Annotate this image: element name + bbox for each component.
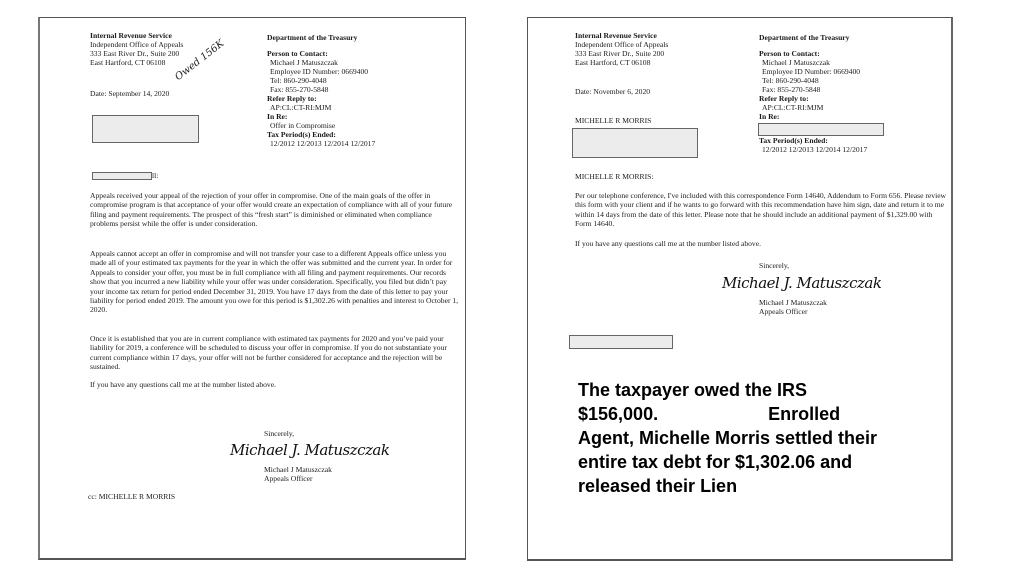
salutation: MICHELLE R MORRIS: [575, 172, 654, 181]
body-paragraph-4: If you have any questions call me at the number listed above. [90, 380, 276, 389]
sender-agency: Internal Revenue Service [575, 31, 657, 40]
contact-name: Michael J Matuszczak [762, 58, 830, 67]
caption-line: Agent, Michelle Morris settled their [578, 428, 878, 448]
in-re-label: In Re: [759, 112, 780, 121]
caption-line: released their Lien [578, 476, 738, 496]
sender-agency: Internal Revenue Service [90, 31, 172, 40]
body-paragraph-2: If you have any questions call me at the number listed above. [575, 239, 761, 248]
caption-line: $156,000. Enrolled [578, 404, 841, 424]
sender-office: Independent Office of Appeals [575, 40, 669, 49]
summary-caption [578, 378, 923, 498]
sender-street: 333 East River Dr., Suite 200 [90, 49, 180, 58]
letter-date: Date: September 14, 2020 [90, 89, 170, 98]
tax-periods-value: 12/2012 12/2013 12/2014 12/2017 [762, 145, 868, 154]
contact-employee-id: Employee ID Number: 0669400 [762, 67, 861, 76]
signer-name: Michael J Matuszczak [759, 298, 827, 307]
body-paragraph-1: Per our telephone conference, I've included with this correspondence Form 14640, Addendum to Form 656. Please review this form with your client and if he wants to go forward with this recommendation have him sign, date and return it to me within 14 days from the date of this letter. Please note that he should include an additional payment of $1,329.00 with Form 14640. [575, 191, 947, 229]
redacted-in-re [758, 123, 884, 136]
signature: Michael J. Matuszczak [230, 441, 390, 459]
contact-employee-id: Employee ID Number: 0669400 [270, 67, 369, 76]
signer-name: Michael J Matuszczak [264, 465, 332, 474]
tax-periods-label: Tax Period(s) Ended: [759, 136, 828, 145]
contact-fax: Fax: 855-270-5848 [762, 85, 821, 94]
contact-fax: Fax: 855-270-5848 [270, 85, 329, 94]
in-re-label: In Re: [267, 112, 288, 121]
redacted-salutation [92, 172, 152, 180]
signer-title: Appeals Officer [759, 307, 808, 316]
sender-street: 333 East River Dr., Suite 200 [575, 49, 665, 58]
refer-reply-value: AP:CL:CT-RI:MJM [270, 103, 332, 112]
signer-title: Appeals Officer [264, 474, 313, 483]
redacted-address [572, 128, 698, 158]
tax-periods-label: Tax Period(s) Ended: [267, 130, 336, 139]
tax-periods-value: 12/2012 12/2013 12/2014 12/2017 [270, 139, 376, 148]
body-paragraph-2: Appeals cannot accept an offer in compromise and will not transfer your case to a different Appeals office unless you made all of your estimated tax payments for the year in which the offer was submitted and the current year. In order for Appeals to consider your offer, you must be in full compliance with all filing and payment requirements. Our records show that you incurred a new liability while your offer was under consideration. Specifically, you filed but didn’t pay your income tax return for period ended December 31, 2019. You have 17 days from the date of this letter to pay your liability for period ended 2019. The amount you owe for this period is $1,302.26 with penalties and interest to October 1, 2020. [90, 249, 459, 315]
caption-line: The taxpayer owed the IRS [578, 380, 808, 400]
sender-office: Independent Office of Appeals [90, 40, 184, 49]
sender-city: East Hartford, CT 06108 [575, 58, 651, 67]
department-title: Department of the Treasury [759, 33, 850, 42]
sender-city: East Hartford, CT 06108 [90, 58, 166, 67]
body-paragraph-1: Appeals received your appeal of the rejection of your offer in compromise. One of the main goals of the offer in compromise program is that acceptance of your offer would create an expectation of compliance with all of your future filing and payment requirements. The prospect of this “fresh start” is diminished or eliminated when compliance problems persist while the offer is under consideration. [90, 191, 453, 229]
contact-label: Person to Contact: [267, 49, 328, 58]
contact-label: Person to Contact: [759, 49, 820, 58]
caption-line: entire tax debt for $1,302.06 and [578, 452, 853, 472]
department-title: Department of the Treasury [267, 33, 358, 42]
contact-tel: Tel: 860-290-4048 [762, 76, 819, 85]
letter-date: Date: November 6, 2020 [575, 87, 651, 96]
body-paragraph-3: Once it is established that you are in current compliance with estimated tax payments for 2020 and you’ve paid your liability for 2019, a conference will be scheduled to discuss your offer in compromise. If you do not substantiate your current compliance within 17 days, your offer will not be further considered for acceptance and the rejection will be sustained. [90, 334, 447, 372]
salutation-suffix: ll: [152, 171, 159, 180]
redacted-address [92, 115, 199, 143]
signature: Michael J. Matuszczak [722, 274, 882, 292]
closing: Sincerely, [264, 429, 295, 438]
refer-reply-label: Refer Reply to: [759, 94, 809, 103]
handwritten-note: Owed 156K [173, 38, 227, 83]
addressee-name: MICHELLE R MORRIS [575, 116, 652, 125]
refer-reply-value: AP:CL:CT-RI:MJM [762, 103, 824, 112]
contact-name: Michael J Matuszczak [270, 58, 338, 67]
contact-tel: Tel: 860-290-4048 [270, 76, 327, 85]
closing: Sincerely, [759, 261, 790, 270]
cc-line: cc: MICHELLE R MORRIS [88, 492, 176, 501]
refer-reply-label: Refer Reply to: [267, 94, 317, 103]
in-re-value: Offer in Compromise [270, 121, 336, 130]
redacted-cc [569, 335, 673, 349]
